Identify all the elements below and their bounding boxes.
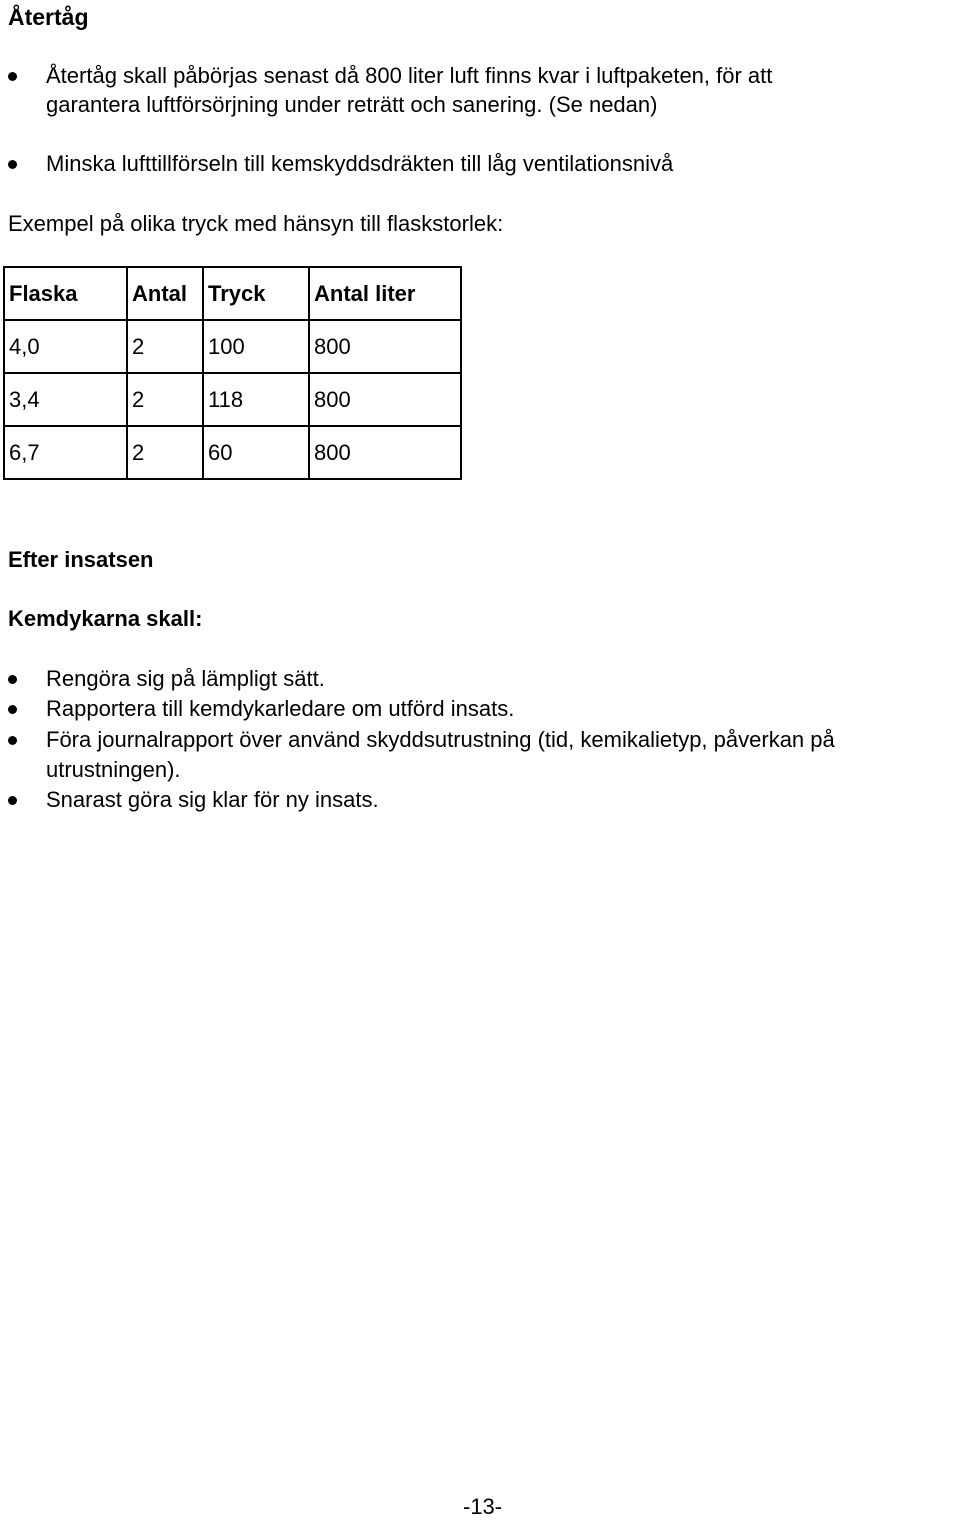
bullet-icon (8, 160, 17, 169)
table-cell: 800 (309, 426, 461, 479)
table-cell: 100 (203, 320, 309, 373)
table-cell: 2 (127, 426, 203, 479)
list-item-text-line: Snarast göra sig klar för ny insats. (46, 787, 379, 812)
bullet-icon (8, 705, 17, 714)
table-cell: 3,4 (4, 373, 127, 426)
list-item-text-line: Återtåg skall påbörjas senast då 800 liter luft finns kvar i luftpaketen, för att (46, 63, 773, 88)
list-item-text-line: Rengöra sig på lämpligt sätt. (46, 666, 325, 691)
table-cell: 800 (309, 373, 461, 426)
table-header-row (4, 267, 461, 320)
list-item-text-line: Minska lufttillförseln till kemskyddsdräkten till låg ventilationsnivå (46, 151, 674, 176)
table-cell: 6,7 (4, 426, 127, 479)
list-item-text-line: utrustningen). (46, 757, 181, 782)
section-heading-after: Efter insatsen (8, 547, 154, 572)
table-cell: 118 (203, 373, 309, 426)
table-cell: 4,0 (4, 320, 127, 373)
table-cell: 800 (309, 320, 461, 373)
table-cell: 2 (127, 373, 203, 426)
table-intro-text: Exempel på olika tryck med hänsyn till flaskstorlek: (8, 211, 504, 236)
column-header-tryck: Tryck (203, 267, 309, 320)
table-cell: 2 (127, 320, 203, 373)
section-heading-retreat: Återtåg (8, 4, 89, 30)
list-item-text-line: Rapportera till kemdykarledare om utförd insats. (46, 696, 515, 721)
column-header-antal-liter: Antal liter (309, 267, 461, 320)
list-item-text-line: garantera luftförsörjning under reträtt och sanering. (Se nedan) (46, 92, 658, 117)
list-item-text-line: Föra journalrapport över använd skyddsutrustning (tid, kemikalietyp, påverkan på (46, 727, 835, 752)
bullet-icon (8, 736, 17, 745)
pressure-table (3, 266, 462, 480)
table-row (4, 426, 461, 479)
table-cell: 60 (203, 426, 309, 479)
bullet-icon (8, 72, 17, 81)
table-row (4, 373, 461, 426)
column-header-antal: Antal (127, 267, 203, 320)
section-subheading: Kemdykarna skall: (8, 606, 203, 631)
page-number: -13- (463, 1494, 503, 1519)
bullet-icon (8, 675, 17, 684)
bullet-icon (8, 796, 17, 805)
column-header-flaska: Flaska (4, 267, 127, 320)
table-row (4, 320, 461, 373)
